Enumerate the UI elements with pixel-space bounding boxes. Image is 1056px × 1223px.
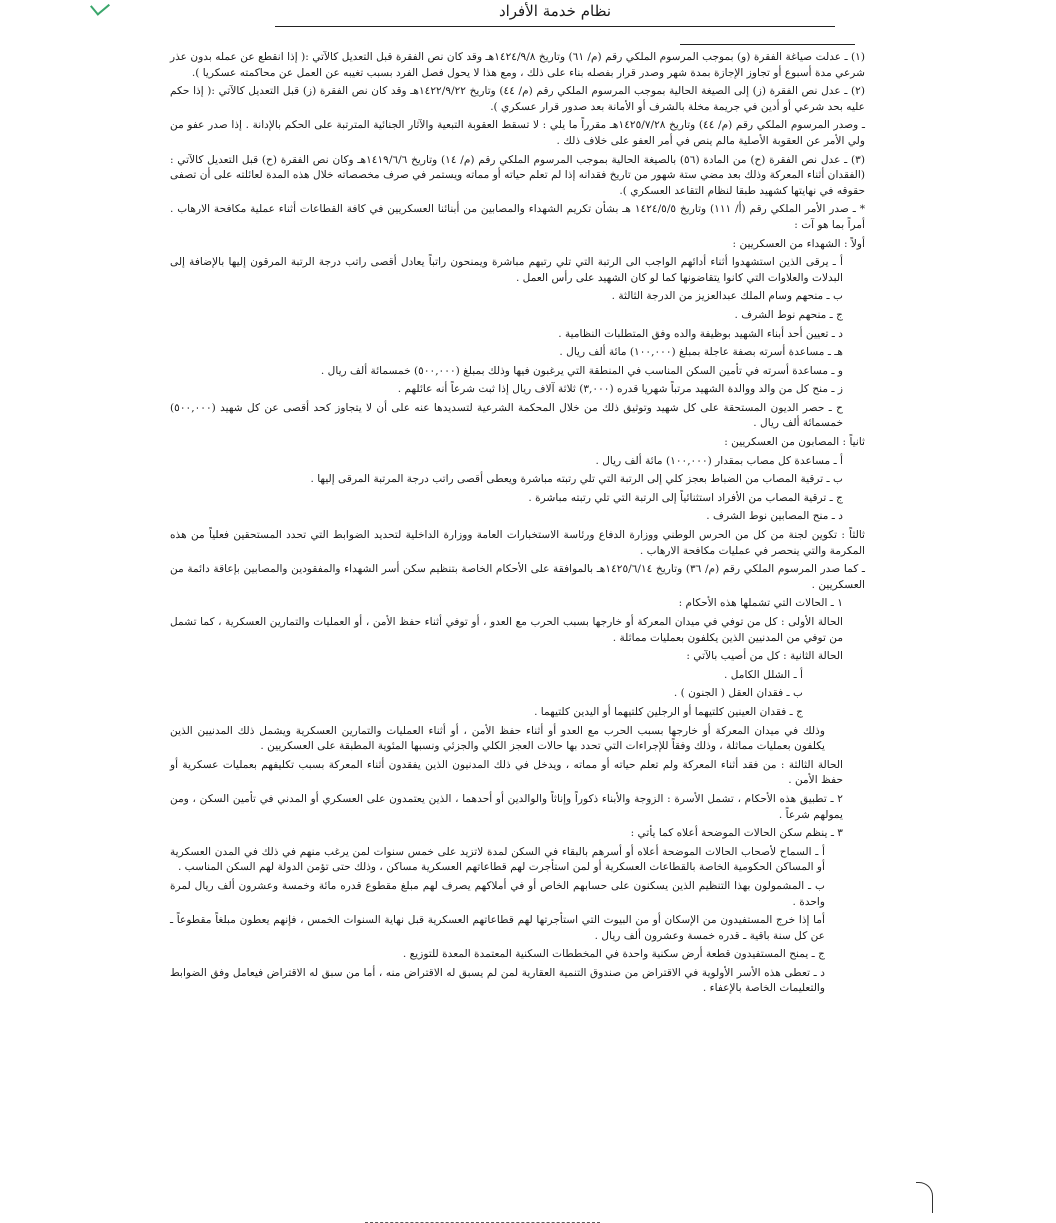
paragraph: ج ـ ترقية المصاب من الأفراد استثنائياً إلى الرتبة التي تلي رتبته مباشرة . xyxy=(528,491,843,504)
paragraph: ب ـ فقدان العقل ( الجنون ) . xyxy=(673,687,803,700)
paragraph: الحالة الثانية : كل من أصيب بالآتي : xyxy=(686,650,843,663)
paragraph: (٣) ـ عدل نص الفقرة (ح) من المادة (٥٦) بالصيغة الحالية بموجب المرسوم الملكي رقم (م/ ١٤) وتاريخ ١٤١٩/٦/٦هـ وكان نص الفقرة (ح) قبل التعديل كالآتي : (الفقدان أثناء المعركة وذلك بعد مضي ستة شهور من تاريخ فقدانه إذا لم تعلم حياته أو مماته ويستمر في صرف مخصصاته خلال هذه المدة لعائلته على أن تصفى حقوقه في نهايتها كشهيد طبقا لنظام التقاعد العسكري ). xyxy=(170,153,865,197)
paragraph: ٢ ـ تطبيق هذه الأحكام ، تشمل الأسرة : الزوجة والأبناء ذكوراً وإناثاً والوالدين أو أحدهما ، الذين يعتمدون على العسكري أو المدني في تأمين السكن ، ومن يمولهم شرعاً . xyxy=(170,792,843,821)
crop-mark-icon xyxy=(916,1182,933,1213)
paragraph: أما إذا خرج المستفيدون من الإسكان أو من البيوت التي استأجرتها لهم قطاعاتهم العسكرية قبل نهاية السنوات الخمس ، فإنهم يعطون مبلغاً مقطوعاً ـ عن كل سنة باقية ـ قدره خمسة وعشرون ألف ريال . xyxy=(170,914,825,942)
paragraph: ز ـ منح كل من والد ووالدة الشهيد مرتباً شهريا قدره (٣,٠٠٠) ثلاثة آلاف ريال إذا ثبت شرعاً أنه عائلهم . xyxy=(397,383,843,396)
paragraph: و ـ مساعدة أسرته في تأمين السكن المناسب في المنطقة التي يرغبون فيها وذلك بمبلغ (٥٠٠,٠٠٠) خمسمائة ألف ريال . xyxy=(320,364,843,377)
paragraph: أ ـ مساعدة كل مصاب بمقدار (١٠٠,٠٠٠) مائة ألف ريال . xyxy=(595,454,843,467)
section-heading: أولاً : الشهداء من العسكريين : xyxy=(732,237,865,250)
paragraph: ١ ـ الحالات التي تشملها هذه الأحكام : xyxy=(678,597,843,610)
paragraph: د ـ منح المصابين نوط الشرف . xyxy=(706,510,843,523)
paragraph: ج ـ يمنح المستفيدون قطعة أرض سكنية واحدة في المخططات السكنية المعتمدة المعدة للتوزيع . xyxy=(402,948,825,961)
paragraph: أ ـ السماح لأصحاب الحالات الموضحة أعلاه أو أسرهم بالبقاء في السكن لمدة لاتزيد على خمس سنوات لمن يرغب منهم في ذلك في المدن العسكرية أو المساكن الحكومية الخاصة بالقطاعات العسكرية أو لمن استأجرت لهم قطاعاتهم العسكرية مساكن ، وذلك حتى تؤمن الدولة لهم السكن المناسب . xyxy=(170,845,825,874)
paragraph: ـ كما صدر المرسوم الملكي رقم (م/ ٣٦) وتاريخ ١٤٢٥/٦/١٤هـ بالموافقة على الأحكام الخاصة بتنظيم سكن أسر الشهداء والمفقودين والمصابين بإعاقة دائمة من العسكريين . xyxy=(170,563,865,591)
paragraph: د ـ تعطى هذه الأسر الأولوية في الاقتراض من صندوق التنمية العقارية لمن لم يسبق له الاقتراض منه ، أما من سبق له الاقتراض فيعامل وفق الضوابط والتعليمات الخاصة بالإعفاء . xyxy=(170,966,825,995)
page-title: نظام خدمة الأفراد xyxy=(498,2,612,20)
paragraph: ج ـ فقدان العينين كلتيهما أو الرجلين كلتيهما أو اليدين كلتيهما . xyxy=(534,705,803,718)
page-header xyxy=(275,0,835,27)
paragraph: وذلك في ميدان المعركة أو خارجها بسبب الحرب مع العدو أو أثناء حفظ الأمن ، أو أثناء العمليات والتمارين العسكرية ويشمل ذلك المدنيين الذين يكلفون بعمليات مماثلة ، وذلك وفقاً للإجراءات التي تحدد بها حالات العجز الكلي والجزئي ونسبها المئوية المطبقة على العسكريين . xyxy=(170,724,825,753)
check-mark-icon xyxy=(90,0,110,16)
paragraph: أ ـ الشلل الكامل . xyxy=(724,668,803,681)
paragraph: * ـ صدر الأمر الملكي رقم (أ/ ١١١) وتاريخ ١٤٢٤/٥/٥ هـ بشأن تكريم الشهداء والمصابين من أبنائنا العسكريين في كافة القطاعات أثناء عملية مكافحة الارهاب . أمراً بما هو آت : xyxy=(170,203,865,231)
footnote-divider xyxy=(680,44,855,45)
paragraph: ج ـ منحهم نوط الشرف . xyxy=(734,308,843,321)
paragraph: هـ ـ مساعدة أسرته بصفة عاجلة بمبلغ (١٠٠,٠٠٠) مائة ألف ريال . xyxy=(559,346,843,359)
paragraph: ب ـ منحهم وسام الملك عبدالعزيز من الدرجة الثالثة . xyxy=(611,290,843,303)
paragraph: (١) ـ عدلت صياغة الفقرة (و) بموجب المرسوم الملكي رقم (م/ ٦١) وتاريخ ١٤٢٤/٩/٨هـ وقد كان نص الفقرة قبل التعديل كالآتي :( إذا انقطع عن عمله بدون عذر شرعي مدة أسبوع أو تجاوز الإجازة بمدة شهر وصدر قرار بفصله بناء على ذلك ، ومع هذا لا يحول فصل الفرد بسبب تغيبه عن العمل عن محاكمته عسكريا ). xyxy=(170,51,865,79)
paragraph: ح ـ حصر الديون المستحقة على كل شهيد وتوثيق ذلك من خلال المحكمة الشرعية لتسديدها عنه على أن لا يتجاوز كحد أقصى عن كل شهيد (٥٠٠,٠٠٠) خمسمائة ألف ريال . xyxy=(170,401,843,430)
paragraph: ب ـ المشمولون بهذا التنظيم الذين يسكنون على حسابهم الخاص أو في أملاكهم يصرف لهم مبلغ مقطوع قدره مائة وخمسة وعشرون ألف ريال لمرة واحدة . xyxy=(170,879,825,908)
paragraph: ب ـ ترقية المصاب من الضباط بعجز كلي إلى الرتبة التي تلي رتبته مباشرة ويعطى أقصى راتب درجة المرتبة المرقى إليها . xyxy=(310,473,843,486)
paragraph: الحالة الثالثة : من فقد أثناء المعركة ولم تعلم حياته أو مماته ، ويدخل في ذلك المدنيون الذين يفقدون أثناء المعركة بسبب تكليفهم بعمليات عسكرية أو حفظ الأمن . xyxy=(170,758,843,787)
footnotes-body xyxy=(170,50,865,1000)
paragraph: ـ وصدر المرسوم الملكي رقم (م/ ٤٤) وتاريخ ١٤٢٥/٧/٢٨هـ مقرراً ما يلي : لا تسقط العقوبة التبعية والآثار الجنائية المترتبة على الحكم بالإدانة . إذا صدر عفو من ولي الأمر عن العقوبة الأصلية مالم ينص في أمر العفو على خلاف ذلك . xyxy=(170,119,865,147)
paragraph: د ـ تعيين أحد أبناء الشهيد بوظيفة والده وفق المتطلبات النظامية . xyxy=(558,327,843,340)
section-heading: ثانياً : المصابون من العسكريين : xyxy=(724,436,865,449)
paragraph: ثالثاً : تكوين لجنة من كل من الحرس الوطني ووزارة الدفاع ورئاسة الاستخبارات العامة ووزارة الداخلية لتحديد الضوابط التي تحدد المستحقين فعلياً من هذه المكرمة والتي ينحصر في عمليات مكافحة الارهاب . xyxy=(170,529,865,557)
paragraph: الحالة الأولى : كل من توفي في ميدان المعركة أو خارجها بسبب الحرب مع العدو ، أو توفي أثناء حفظ الأمن ، أو العمليات والتمارين العسكرية ، كما تشمل من توفي من المدنيين الذين يكلفون بعمليات مماثلة . xyxy=(170,616,843,644)
paragraph: ٣ ـ ينظم سكن الحالات الموضحة أعلاه كما يأتي : xyxy=(630,827,843,840)
paragraph: (٢) ـ عدل نص الفقرة (ز) إلى الصيغة الحالية بموجب المرسوم الملكي رقم (م/ ٤٤) وتاريخ ١٤٢٢/٩/٢٢هـ وقد كان نص الفقرة (ز) قبل التعديل كالآتي :( إذا حكم عليه بحد شرعي أو أدين في جريمة مخلة بالشرف أو الأمانة بعد صدور قرار عسكري ). xyxy=(170,85,865,113)
paragraph: أ ـ يرقى الذين استشهدوا أثناء أدائهم الواجب الى الرتبة التي تلي رتبهم مباشرة ويمنحون راتباً يعادل أقصى راتب درجة الرتبة المرقون إليها بالإضافة إلى البدلات والعلاوات التي كانوا يتقاضونها كما لو كان الشهيد على رأس العمل . xyxy=(170,256,843,284)
